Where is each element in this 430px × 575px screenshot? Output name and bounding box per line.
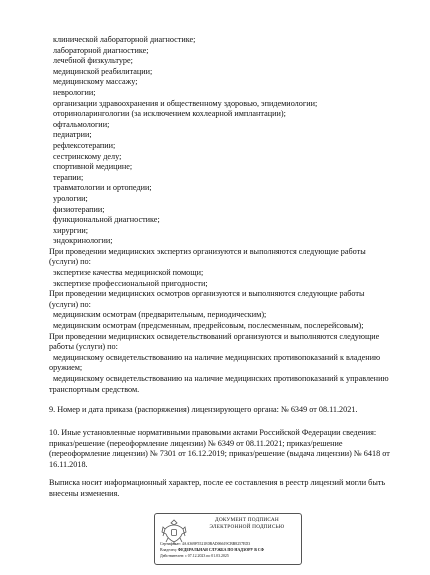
list-item: экспертизе качества медицинской помощи; <box>53 268 204 278</box>
list-item-cont: оружием; <box>49 363 83 373</box>
list-item: медицинским осмотрам (предварительным, периодическим); <box>53 310 267 320</box>
validity-line: Действителен: с 07.12.2023 по 01.03.2025 <box>160 554 229 558</box>
list-item: травматологии и ортопедии; <box>53 183 152 193</box>
note-line: Выписка носит информационный характер, после ее составления в реестр лицензий могли быть <box>49 478 386 487</box>
examinations-intro-cont: (услуги) по: <box>49 299 91 309</box>
owner-line <box>160 548 264 553</box>
section-9-text: 9. Номер и дата приказа (распоряжения) лицензирующего органа: № 6349 от 08.11.2021. <box>49 405 358 414</box>
certification-intro: При проведении медицинских освидетельствований организуются и выполняются следующие <box>49 331 380 341</box>
note-line: внесены изменения. <box>49 488 120 498</box>
owner-label: Владелец: <box>160 548 177 552</box>
list-item: физиотерапии; <box>53 204 105 214</box>
certification-intro-cont: работы (услуги) по: <box>49 342 118 352</box>
list-item: неврологии; <box>53 87 96 97</box>
list-item: экспертизе профессиональной пригодности; <box>53 278 208 288</box>
list-item: медицинской реабилитации; <box>53 66 153 76</box>
electronic-signature-stamp <box>154 513 302 565</box>
section-10 <box>49 428 409 470</box>
section-10-line: (переоформление лицензии) № 7301 от 16.12.2019; приказ/решение (выдача лицензии) № 6418 от <box>49 449 390 459</box>
list-item: организации здравоохранения и общественному здоровью, эпидемиологии; <box>53 98 318 108</box>
owner-name: ФЕДЕРАЛЬНАЯ СЛУЖБА ПО НАДЗОРУ В СФ <box>177 548 264 552</box>
list-item: хирургии; <box>53 225 89 235</box>
list-item: медицинскому массажу; <box>53 77 138 87</box>
list-item: терапии; <box>53 172 84 182</box>
section-9 <box>49 405 409 416</box>
list-item: лечебной физкультуре; <box>53 56 133 66</box>
section-10-line: приказ/решение (переоформление лицензии) № 6349 от 08.11.2021; приказ/решение <box>49 438 343 448</box>
list-item: педиатрии; <box>53 130 92 140</box>
signature-heading <box>195 517 299 531</box>
signature-heading-line: ЭЛЕКТРОННОЙ ПОДПИСЬЮ <box>209 524 285 530</box>
list-item: сестринскому делу; <box>53 151 122 161</box>
list-item-cont: транспортным средством. <box>49 384 140 394</box>
list-item: рефлексотерапии; <box>53 140 116 150</box>
expertise-intro-cont: (услуги) по: <box>49 257 91 267</box>
list-item: лабораторной диагностике; <box>53 45 149 55</box>
expertise-intro: При проведении медицинских экспертиз организуются и выполняются следующие работы <box>49 246 366 256</box>
list-item: оториноларингологии (за исключением кохлеарной имплантации); <box>53 109 286 119</box>
list-item: эндокринологии; <box>53 236 113 246</box>
list-item: спортивной медицине; <box>53 162 133 172</box>
list-item: медицинским осмотрам (предсменным, предрейсовым, послесменным, послерейсовым); <box>53 321 364 331</box>
section-10-line: 10. Иные установленные нормативными правовыми актами Российской Федерации сведения: <box>49 428 377 437</box>
list-item: урологии; <box>53 193 88 203</box>
examinations-intro: При проведении медицинских осмотров организуются и выполняются следующие работы <box>49 289 365 299</box>
list-item: медицинскому освидетельствованию на наличие медицинских противопоказаний к управлению <box>53 374 389 383</box>
list-item: офтальмологии; <box>53 119 110 129</box>
certificate-line: Сертификат: 4AA369F5521E0BAD06619CBB8257ED3 <box>160 542 251 546</box>
signature-heading-line: ДОКУМЕНТ ПОДПИСАН <box>215 517 279 523</box>
list-item: клинической лабораторной диагностике; <box>53 35 196 44</box>
section-10-line: 16.11.2018. <box>49 459 88 469</box>
services-list <box>49 35 419 395</box>
disclaimer-note <box>49 478 409 499</box>
list-item: медицинскому освидетельствованию на наличие медицинских противопоказаний к владению <box>53 352 381 362</box>
list-item: функциональной диагностике; <box>53 215 160 225</box>
